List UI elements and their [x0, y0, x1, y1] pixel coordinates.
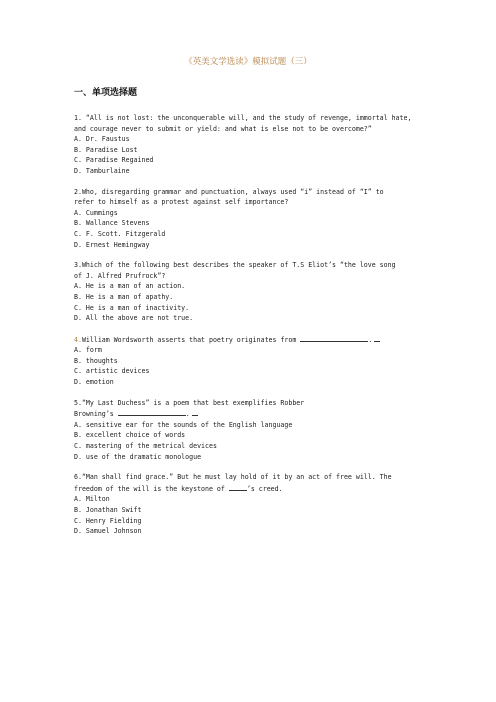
- option-d: D. All the above are not true.: [74, 314, 194, 323]
- question-stem: 6.“Man shall find grace.” But he must lay hold of it by an act of free will. The: [74, 473, 392, 482]
- option-a: A. Dr. Faustus: [74, 135, 130, 144]
- question-stem: 2.Who, disregarding grammar and punctuation, always used “i” instead of “I” to: [74, 187, 384, 196]
- question-stem-text: freedom of the will is the keystone of: [74, 484, 225, 493]
- option-b: B. Paradise Lost: [74, 145, 138, 154]
- answer-blank[interactable]: [118, 408, 186, 416]
- question-stem: of J. Alfred Prufrock”?: [74, 271, 166, 280]
- option-a: A. sensitive ear for the sounds of the English language: [74, 420, 293, 429]
- option-d: D. Ernest Hemingway: [74, 240, 150, 249]
- option-b: B. Jonathan Swift: [74, 506, 142, 514]
- question-stem: 1. “All is not lost: the unconquerable will, and the study of revenge, immortal hate,: [74, 114, 412, 122]
- question-3: [74, 260, 424, 324]
- period: .: [185, 410, 190, 419]
- option-b: B. Wallance Stevens: [74, 219, 150, 228]
- trailing-underline: [192, 408, 198, 416]
- question-stem: 3.Which of the following best describes the speaker of T.S Eliot’s “the love song: [74, 261, 396, 270]
- answer-blank[interactable]: [300, 334, 368, 342]
- period: .: [368, 335, 373, 344]
- option-a: A. Cummings: [74, 208, 118, 217]
- question-stem: refer to himself as a protest against self importance?: [74, 198, 289, 207]
- question-4: [74, 334, 424, 388]
- option-b: B. excellent choice of words: [74, 431, 186, 440]
- option-d: D. Tamburlaine: [74, 166, 130, 175]
- option-a: A. He is a man of an action.: [74, 282, 186, 291]
- question-stem-text: William Wordsworth asserts that poetry originates from: [81, 335, 297, 344]
- question-number: 4.: [74, 335, 82, 344]
- question-stem-text: Browning’s: [74, 410, 114, 419]
- answer-blank[interactable]: [229, 483, 247, 491]
- section-heading: 一、单项选择题: [74, 88, 138, 98]
- option-c: C. mastering of the metrical devices: [74, 442, 217, 451]
- option-c: C. Henry Fielding: [74, 516, 142, 525]
- question-2: [74, 187, 424, 251]
- option-d: D. Samuel Johnson: [74, 527, 142, 536]
- option-a: A. Milton: [74, 495, 110, 504]
- question-stem: [74, 408, 424, 420]
- option-b: B. He is a man of apathy.: [74, 292, 174, 301]
- page-title: 《英美文学选读》模拟试题（三）: [184, 57, 312, 67]
- option-a: A. form: [74, 346, 102, 355]
- question-stem: [74, 334, 424, 346]
- question-list: [74, 113, 424, 547]
- option-c: C. artistic devices: [74, 367, 150, 376]
- question-stem-text: ’s creed.: [246, 484, 283, 493]
- question-1: [74, 113, 424, 177]
- option-d: D. emotion: [74, 378, 114, 387]
- option-d: D. use of the dramatic monologue: [74, 452, 202, 461]
- question-stem: [74, 483, 424, 495]
- trailing-underline: [374, 334, 380, 342]
- option-c: C. F. Scott. Fitzgerald: [74, 229, 166, 238]
- option-c: C. Paradise Regained: [74, 156, 154, 165]
- question-stem: 5.“My Last Duchess” is a poem that best exemplifies Robber: [74, 398, 305, 407]
- question-5: [74, 398, 424, 463]
- question-stem: and courage never to submit or yield: and what is else not to be overcome?”: [74, 124, 372, 133]
- question-6: [74, 472, 424, 537]
- option-b: B. thoughts: [74, 356, 118, 365]
- option-c: C. He is a man of inactivity.: [74, 303, 190, 312]
